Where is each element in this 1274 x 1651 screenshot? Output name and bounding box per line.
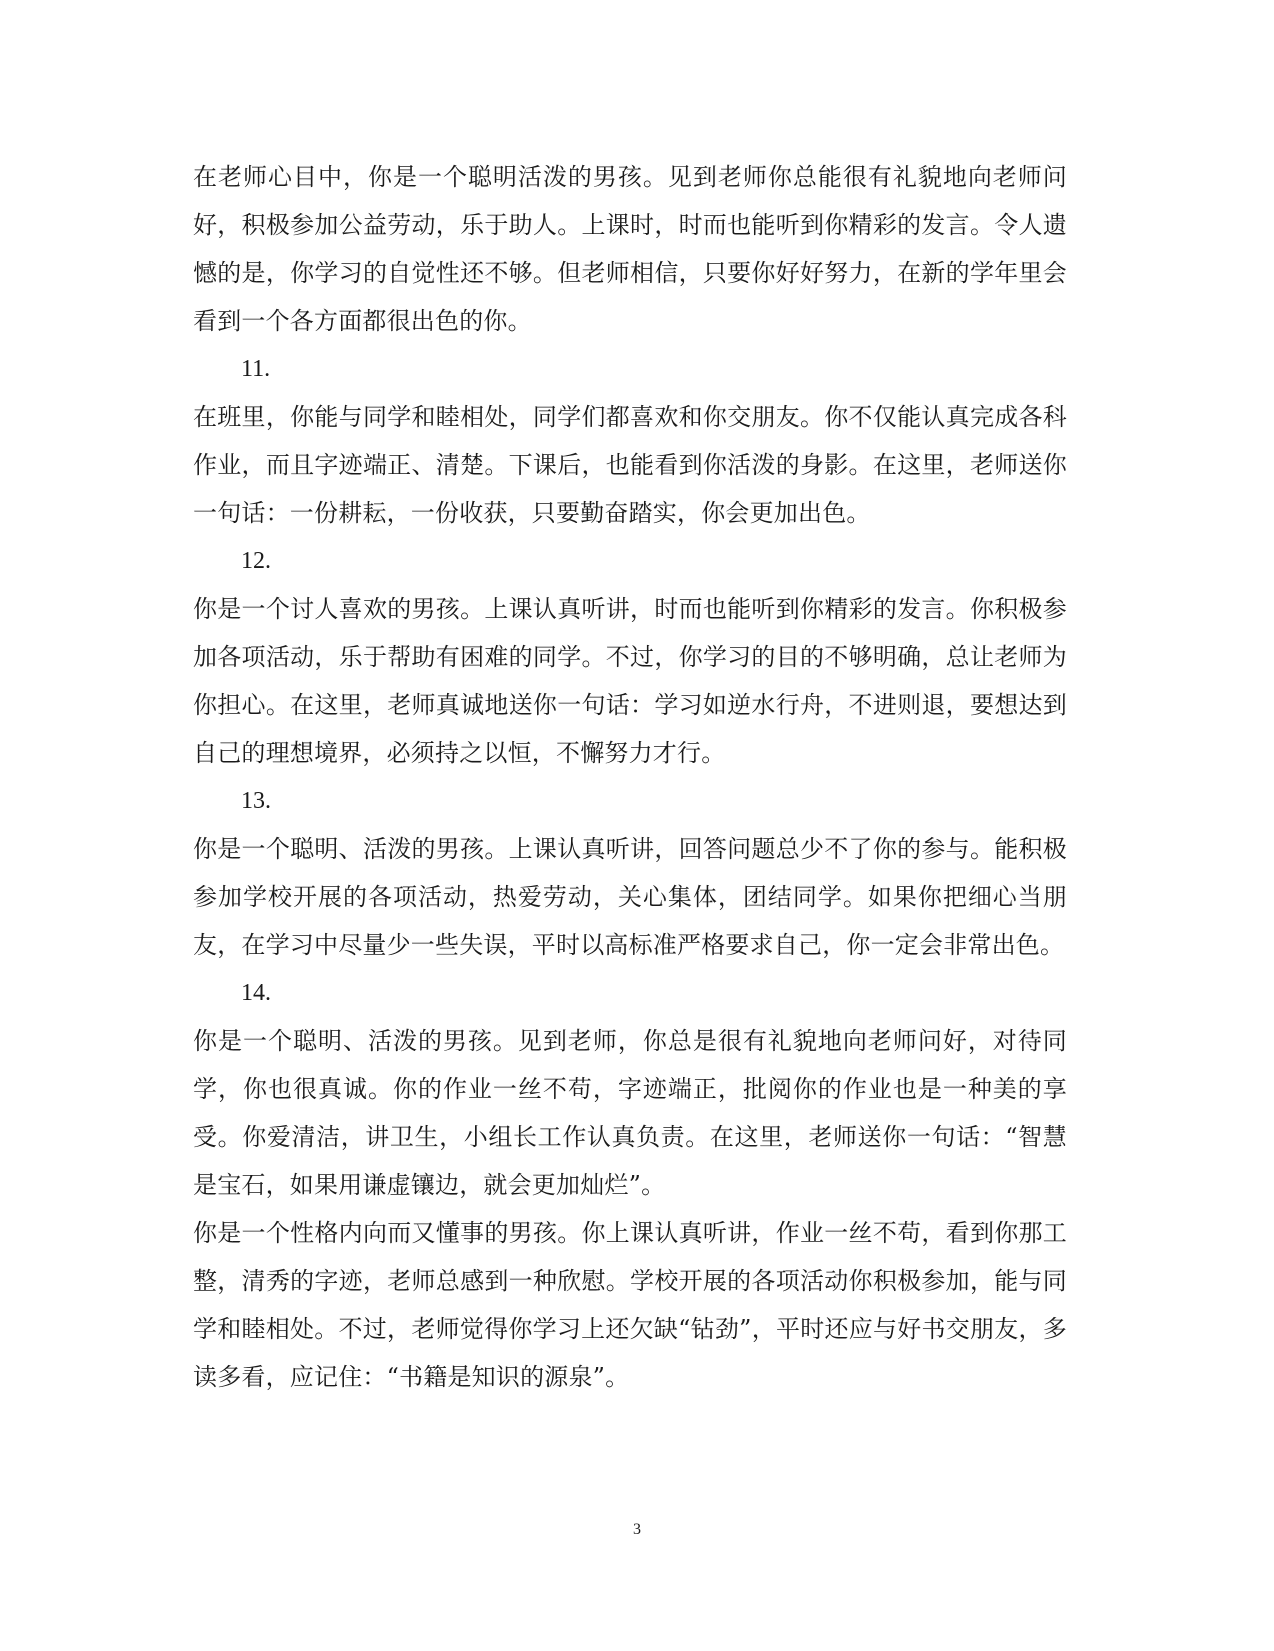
item-number: 11. xyxy=(241,356,271,382)
page-number: 3 xyxy=(633,1521,641,1538)
paragraph: 在老师心目中，你是一个聪明活泼的男孩。见到老师你总能很有礼貌地向老师问好，积极参加公益劳动，乐于助人。上课时，时而也能听到你精彩的发言。令人遗憾的是，你学习的自觉性还不够。但老师相信，只要你好好努力，在新的学年里会看到一个各方面都很出色的你。 xyxy=(193,163,1067,335)
item-number: 13. xyxy=(241,788,271,814)
document-body xyxy=(193,153,1067,1401)
paragraph: 在班里，你能与同学和睦相处，同学们都喜欢和你交朋友。你不仅能认真完成各科作业，而且字迹端正、清楚。下课后，也能看到你活泼的身影。在这里，老师送你一句话：一份耕耘，一份收获，只要勤奋踏实，你会更加出色。 xyxy=(193,403,1067,527)
paragraph: 你是一个讨人喜欢的男孩。上课认真听讲，时而也能听到你精彩的发言。你积极参加各项活动，乐于帮助有困难的同学。不过，你学习的目的不够明确，总让老师为你担心。在这里，老师真诚地送你一句话：学习如逆水行舟，不进则退，要想达到自己的理想境界，必须持之以恒，不懈努力才行。 xyxy=(193,595,1067,767)
paragraph: 你是一个聪明、活泼的男孩。见到老师，你总是很有礼貌地向老师问好，对待同学，你也很真诚。你的作业一丝不苟，字迹端正，批阅你的作业也是一种美的享受。你爱清洁，讲卫生，小组长工作认真负责。在这里，老师送你一句话：“智慧是宝石，如果用谦虚镶边，就会更加灿烂”。 xyxy=(193,1027,1067,1199)
paragraph: 你是一个聪明、活泼的男孩。上课认真听讲，回答问题总少不了你的参与。能积极参加学校开展的各项活动，热爱劳动，关心集体，团结同学。如果你把细心当朋友，在学习中尽量少一些失误，平时以高标准严格要求自己，你一定会非常出色。 xyxy=(193,835,1067,959)
paragraph: 你是一个性格内向而又懂事的男孩。你上课认真听讲，作业一丝不苟，看到你那工整，清秀的字迹，老师总感到一种欣慰。学校开展的各项活动你积极参加，能与同学和睦相处。不过，老师觉得你学习上还欠缺“钻劲”，平时还应与好书交朋友，多读多看，应记住：“书籍是知识的源泉”。 xyxy=(193,1219,1067,1391)
item-number: 12. xyxy=(241,548,271,574)
item-number: 14. xyxy=(241,980,271,1006)
